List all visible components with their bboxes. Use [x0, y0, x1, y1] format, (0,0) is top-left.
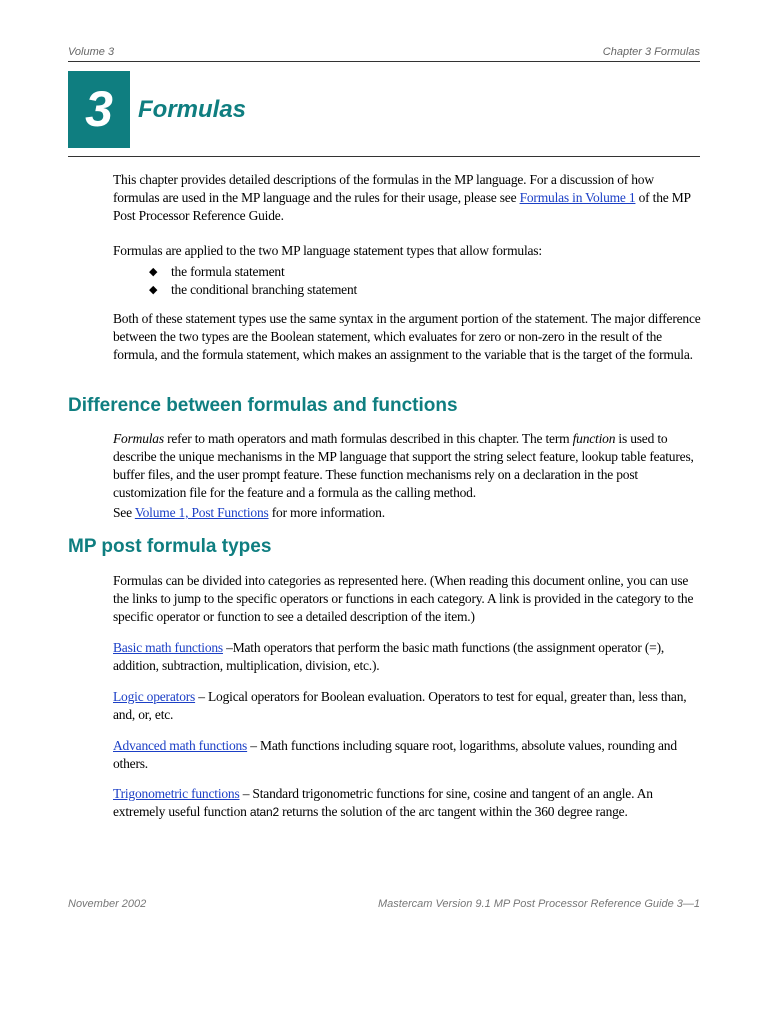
see-also-paragraph [113, 504, 703, 522]
trigonometric-text: – Standard trigonometric functions for sine, cosine and tangent of an angle. An extremely useful function [113, 786, 653, 819]
trigonometric-functions-link[interactable]: Trigonometric functions [113, 786, 240, 801]
difference-text-b: is used to describe the unique mechanisms in the MP language that support the string select feature, lookup table features, buffer files, and the user prompt feature. These function mechanisms rely on a declaration in the post customization file for the feature and a formula as the calling method. [113, 431, 694, 500]
header-divider [68, 61, 700, 62]
list-item-text: the conditional branching statement [171, 282, 358, 297]
footer-page-ref: Mastercam Version 9.1 MP Post Processor Reference Guide 3—1 [378, 898, 700, 910]
basic-math-paragraph [113, 639, 703, 675]
advanced-math-functions-link[interactable]: Advanced math functions [113, 738, 248, 753]
advanced-math-text: – Math functions including square root, logarithms, absolute values, rounding and others. [113, 738, 677, 771]
diamond-bullet-icon: ◆ [149, 284, 158, 296]
chapter-title: Formulas [138, 96, 247, 123]
difference-paragraph [113, 430, 703, 502]
basic-math-text: –Math operators that perform the basic math functions (the assignment operator (=), addition, subtraction, multiplication, division, etc.). [113, 640, 665, 673]
chapter-number-badge: 3 [68, 71, 130, 148]
emphasis-function: function [572, 431, 616, 446]
emphasis-formulas: Formulas [113, 431, 164, 446]
running-header-chapter: Chapter 3 Formulas [602, 46, 700, 58]
diamond-bullet-icon: ◆ [149, 266, 158, 278]
running-header-volume: Volume 3 [68, 46, 115, 58]
logic-operators-text: – Logical operators for Boolean evaluation. Operators to test for equal, greater than, less than, and, or, etc. [113, 689, 687, 722]
post-functions-link[interactable]: Volume 1, Post Functions [134, 505, 269, 520]
statement-types-list [113, 263, 703, 299]
list-item [113, 263, 703, 281]
logic-operators-paragraph [113, 688, 703, 724]
logic-operators-link[interactable]: Logic operators [113, 689, 196, 704]
intro-text-end: of the MP Post Processor Reference Guide. [113, 190, 691, 223]
list-item [113, 281, 703, 299]
title-divider [68, 156, 700, 157]
trigonometric-paragraph [113, 785, 703, 821]
section-heading-difference: Difference between formulas and functions [68, 395, 458, 416]
list-item-text: the formula statement [171, 264, 285, 279]
difference-text-a: refer to math operators and math formulas described in this chapter. The term [163, 431, 573, 446]
formulas-in-volume1-link[interactable]: Formulas in Volume 1 [519, 190, 636, 205]
statement-types-block [113, 242, 703, 299]
section-heading-formula-types: MP post formula types [68, 536, 272, 557]
atan2-code: atan2 [249, 805, 279, 819]
intro-text: This chapter provides detailed descriptions of the formulas in the MP language. For a discussion of how formulas are used in the MP language and the rules for their usage, please see [113, 172, 654, 205]
see-text-end: for more information. [268, 505, 385, 520]
formula-types-intro: Formulas can be divided into categories as represented here. (When reading this document online, you can use the links to jump to the specific operators or functions in each category. A link is provided in the category to the specific operator or function to see a detailed description of the item.) [113, 573, 694, 624]
advanced-math-paragraph [113, 737, 703, 773]
see-text: See [113, 505, 135, 520]
both-types-paragraph: Both of these statement types use the same syntax in the argument portion of the statement. The major difference between the two types are the Boolean statement, which evaluates for zero or non-zero in the result of the formula, and the formula statement, which makes an assignment to the variable that is the target of the formula. [113, 311, 701, 362]
trigonometric-text-end: returns the solution of the arc tangent within the 360 degree range. [278, 804, 628, 819]
intro-paragraph [113, 171, 703, 225]
statement-types-lead: Formulas are applied to the two MP language statement types that allow formulas: [113, 243, 542, 258]
footer-date: November 2002 [68, 898, 147, 910]
basic-math-functions-link[interactable]: Basic math functions [113, 640, 223, 655]
